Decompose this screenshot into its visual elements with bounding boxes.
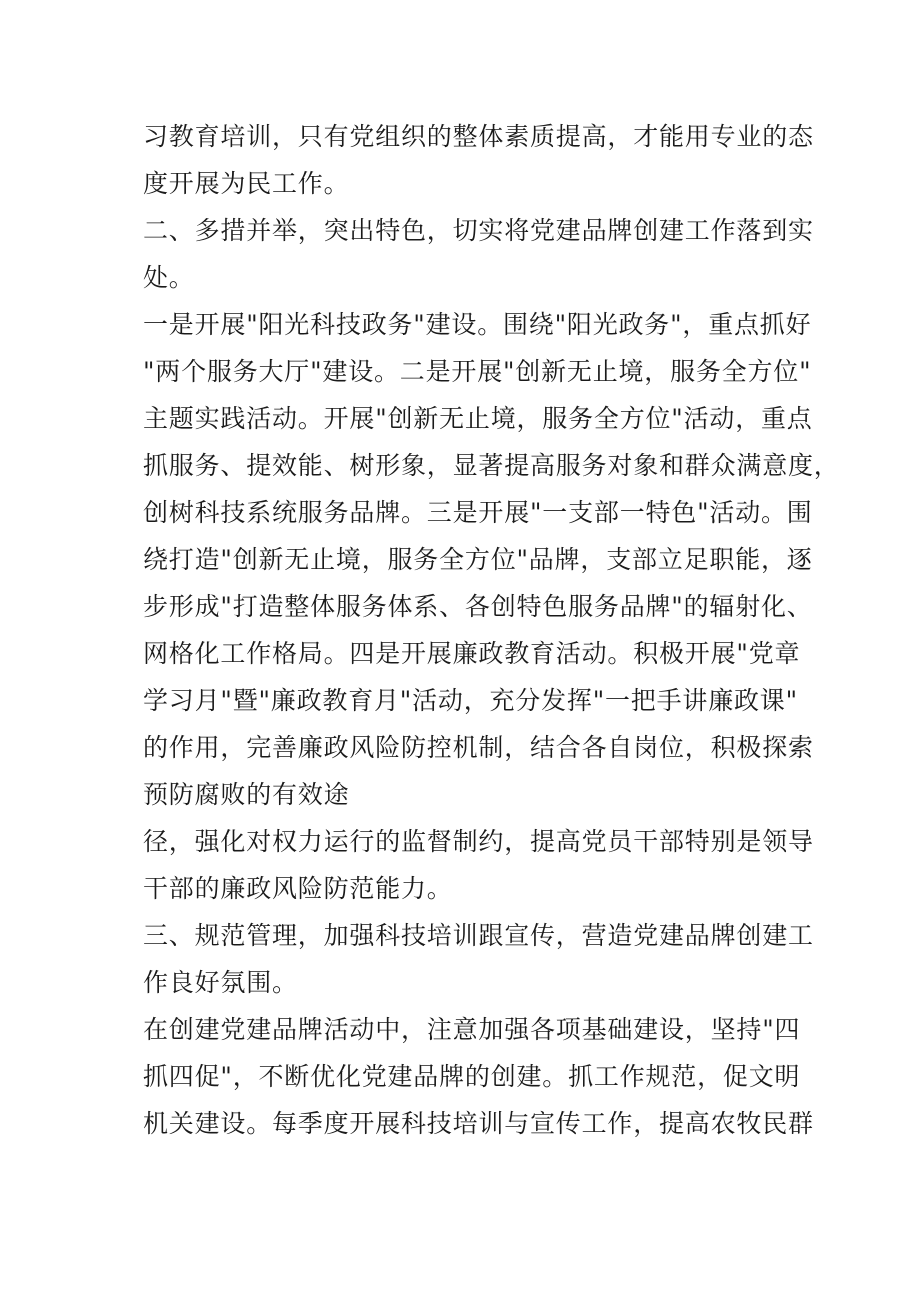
text-line: "两个服务大厅"建设。二是开展"创新无止境，服务全方位" xyxy=(143,357,812,386)
text-line: 一是开展"阳光科技政务"建设。围绕"阳光政务"，重点抓好 xyxy=(143,310,812,339)
text-line: 抓四促"，不断优化党建品牌的创建。抓工作规范，促文明 xyxy=(143,1062,801,1091)
text-line: 习教育培训，只有党组织的整体素质提高，才能用专业的态 xyxy=(143,122,814,151)
text-line: 干部的廉政风险防范能力。 xyxy=(143,874,453,903)
text-line: 径，强化对权力运行的监督制约，提高党员干部特别是领导 xyxy=(143,827,814,856)
document-body xyxy=(143,113,840,1147)
text-line: 在创建党建品牌活动中，注意加强各项基础建设，坚持"四 xyxy=(143,1015,801,1044)
text-line: 绕打造"创新无止境，服务全方位"品牌，支部立足职能，逐 xyxy=(143,545,813,574)
text-line: 学习月"暨"廉政教育月"活动，充分发挥"一把手讲廉政课" xyxy=(143,686,798,715)
text-line: 的作用，完善廉政风险防控机制，结合各自岗位，积极探索 xyxy=(143,733,814,762)
section-heading-line: 处。 xyxy=(143,263,195,292)
text-line: 创树科技系统服务品牌。三是开展"一支部一特色"活动。围 xyxy=(143,498,813,527)
section-heading-line: 二、多措并举，突出特色，切实将党建品牌创建工作落到实 xyxy=(143,216,814,245)
text-line: 步形成"打造整体服务体系、各创特色服务品牌"的辐射化、 xyxy=(143,592,813,621)
text-line: 主题实践活动。开展"创新无止境，服务全方位"活动，重点 xyxy=(143,404,813,433)
section-heading-line: 作良好氛围。 xyxy=(143,968,298,997)
text-line: 机关建设。每季度开展科技培训与宣传工作，提高农牧民群 xyxy=(143,1109,814,1138)
text-line: 预防腐败的有效途 xyxy=(143,780,350,809)
text-line: 度开展为民工作。 xyxy=(143,169,350,198)
section-heading-line: 三、规范管理，加强科技培训跟宣传，营造党建品牌创建工 xyxy=(143,921,814,950)
text-line: 网格化工作格局。四是开展廉政教育活动。积极开展"党章 xyxy=(143,639,801,668)
text-line: 抓服务、提效能、树形象，显著提高服务对象和群众满意度， xyxy=(143,451,840,480)
